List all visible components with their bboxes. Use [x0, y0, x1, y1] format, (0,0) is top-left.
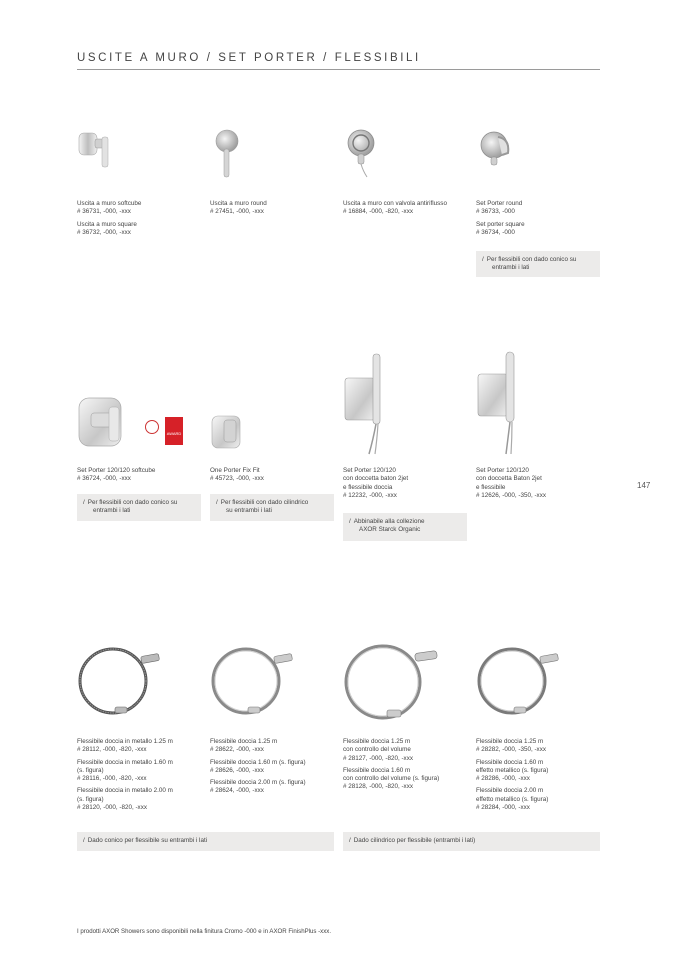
round-wall-outlet-icon: [210, 125, 270, 185]
product-round-outlet-text: [210, 200, 335, 221]
product-metal-hose-text: [77, 738, 207, 816]
page-title: USCITE A MURO / SET PORTER / FLESSIBILI: [77, 52, 421, 64]
product-code: # 28127, -000, -820, -xxx: [343, 754, 414, 762]
product-name: Flessibile doccia 1.25 m: [210, 738, 278, 745]
product-porter-round: [476, 125, 536, 185]
product-name: Set porter square: [476, 220, 525, 228]
product-porter-round-text: [476, 200, 601, 241]
product-metallic-hose-text: [476, 738, 606, 816]
product-code: # 28116, -000, -820, -xxx: [77, 775, 147, 783]
product-porter-baton-square-text: [343, 467, 468, 500]
product-volume-hose: [343, 640, 443, 725]
product-name: Flessibile doccia in metallo 1.60 m: [77, 758, 173, 766]
metallic-effect-hose-icon: [476, 643, 566, 723]
product-name: Flessibile doccia 2.00 m (s. figura): [210, 779, 306, 787]
product-name: e flessibile: [476, 483, 506, 491]
note-porter-softcube: / Per flessibili con dado conico su entrambi i lati: [77, 494, 201, 521]
product-name: Flessibile doccia in metallo 2.00 m: [77, 787, 173, 795]
product-code: # 28120, -000, -820, -xxx: [77, 804, 148, 812]
product-code: # 12232, -000, -xxx: [343, 491, 397, 499]
product-one-porter-text: [210, 467, 335, 488]
product-porter-softcube-text: [77, 467, 202, 488]
product-name: Set Porter 120/120: [343, 467, 396, 474]
product-code: # 36732, -000, -xxx: [77, 228, 131, 236]
product-code: # 36733, -000: [476, 208, 515, 216]
porter-baton-square-icon: [343, 350, 403, 455]
product-round-outlet: [210, 125, 270, 185]
product-name: con controllo del volume: [343, 746, 411, 754]
product-name: Uscita a muro round: [210, 200, 267, 207]
note-cylindrical-nut: / Dado cilindrico per flessibile (entrambi i lati): [343, 832, 600, 851]
product-code: # 28624, -000, -xxx: [210, 787, 264, 795]
product-valve-outlet: [343, 125, 403, 185]
note-porter-round: / Per flessibili con dado conico su entrambi i lati: [476, 251, 600, 277]
product-porter-baton-round: [476, 350, 536, 455]
product-name: effetto metallico (s. figura): [476, 795, 549, 803]
product-softcube-outlet: [77, 125, 137, 185]
design-award-icon: [145, 420, 159, 434]
product-code: # 28282, -000, -350, -xxx: [476, 746, 547, 754]
product-code: # 36731, -000, -xxx: [77, 208, 131, 216]
note-conical-nut: / Dado conico per flessibile su entrambi i lati: [77, 832, 334, 851]
product-code: # 12626, -000, -350, -xxx: [476, 491, 547, 499]
note-one-porter: / Per flessibili con dado cilindrico su entrambi i lati: [210, 494, 334, 521]
note-porter-baton-square: / Abbinabile alla collezione AXOR Starck Organic: [343, 513, 467, 541]
product-name: Uscita a muro square: [77, 220, 137, 228]
product-one-porter: [210, 410, 270, 470]
footer-note: I prodotti AXOR Showers sono disponibili nella finitura Cromo -000 e in AXOR FinishPlus -xxx.: [77, 928, 332, 935]
product-name: Flessibile doccia 1.25 m: [343, 738, 411, 745]
product-metal-hose: [77, 643, 167, 723]
product-code: # 27451, -000, -xxx: [210, 208, 264, 216]
product-code: # 28626, -000, -xxx: [210, 766, 264, 774]
product-porter-baton-round-text: [476, 467, 601, 500]
product-name: (s. figura): [77, 795, 104, 803]
product-name: One Porter Fix Fit: [210, 467, 260, 474]
product-name: e flessibile doccia: [343, 483, 393, 491]
porter-round-icon: [476, 125, 536, 185]
product-valve-outlet-text: [343, 200, 473, 221]
product-name: Flessibile doccia 2.00 m: [476, 787, 544, 795]
product-name: Set Porter 120/120: [476, 467, 529, 474]
porter-baton-round-icon: [476, 350, 536, 455]
product-metallic-hose: [476, 643, 566, 723]
product-porter-baton-square: [343, 350, 403, 455]
product-name: Flessibile doccia 1.60 m: [343, 766, 411, 774]
product-code: # 36724, -000, -xxx: [77, 475, 131, 483]
product-code: # 45723, -000, -xxx: [210, 475, 264, 483]
product-name: Flessibile doccia 1.60 m (s. figura): [210, 758, 306, 766]
product-code: # 28112, -000, -820, -xxx: [77, 746, 147, 754]
if-award-badge: AWARD: [165, 417, 183, 445]
product-code: # 28286, -000, -xxx: [476, 775, 530, 783]
product-name: Uscita a muro softcube: [77, 200, 142, 207]
product-name: effetto metallico (s. figura): [476, 766, 549, 774]
product-code: # 36734, -000: [476, 228, 515, 236]
product-name: con doccetta baton 2jet: [343, 475, 409, 483]
product-code: # 16884, -000, -820, -xxx: [343, 208, 414, 216]
metal-hose-icon: [77, 643, 167, 723]
product-name: con doccetta Baton 2jet: [476, 475, 542, 483]
product-shower-hose: [210, 643, 300, 723]
product-name: Flessibile doccia in metallo 1.25 m: [77, 738, 173, 745]
product-code: # 28622, -000, -xxx: [210, 746, 264, 754]
one-porter-icon: [210, 410, 270, 470]
product-code: # 28128, -000, -820, -xxx: [343, 783, 414, 791]
product-name: Flessibile doccia 1.25 m: [476, 738, 544, 745]
product-name: Set Porter round: [476, 200, 523, 207]
softcube-wall-outlet-icon: [77, 125, 137, 185]
product-name: Flessibile doccia 1.60 m: [476, 758, 544, 766]
product-softcube-outlet-text: [77, 200, 202, 241]
product-name: con controllo del volume (s. figura): [343, 775, 440, 783]
title-divider: [77, 69, 600, 70]
shower-hose-icon: [210, 643, 300, 723]
product-shower-hose-text: [210, 738, 340, 800]
product-name: (s. figura): [77, 766, 104, 774]
product-name: Uscita a muro con valvola antiriflusso: [343, 200, 447, 207]
valve-wall-outlet-icon: [343, 125, 403, 185]
product-code: # 28284, -000, -xxx: [476, 804, 530, 812]
volume-control-hose-icon: [343, 640, 443, 725]
page-number: 147: [637, 481, 651, 490]
product-volume-hose-text: [343, 738, 473, 796]
product-name: Set Porter 120/120 softcube: [77, 467, 156, 474]
